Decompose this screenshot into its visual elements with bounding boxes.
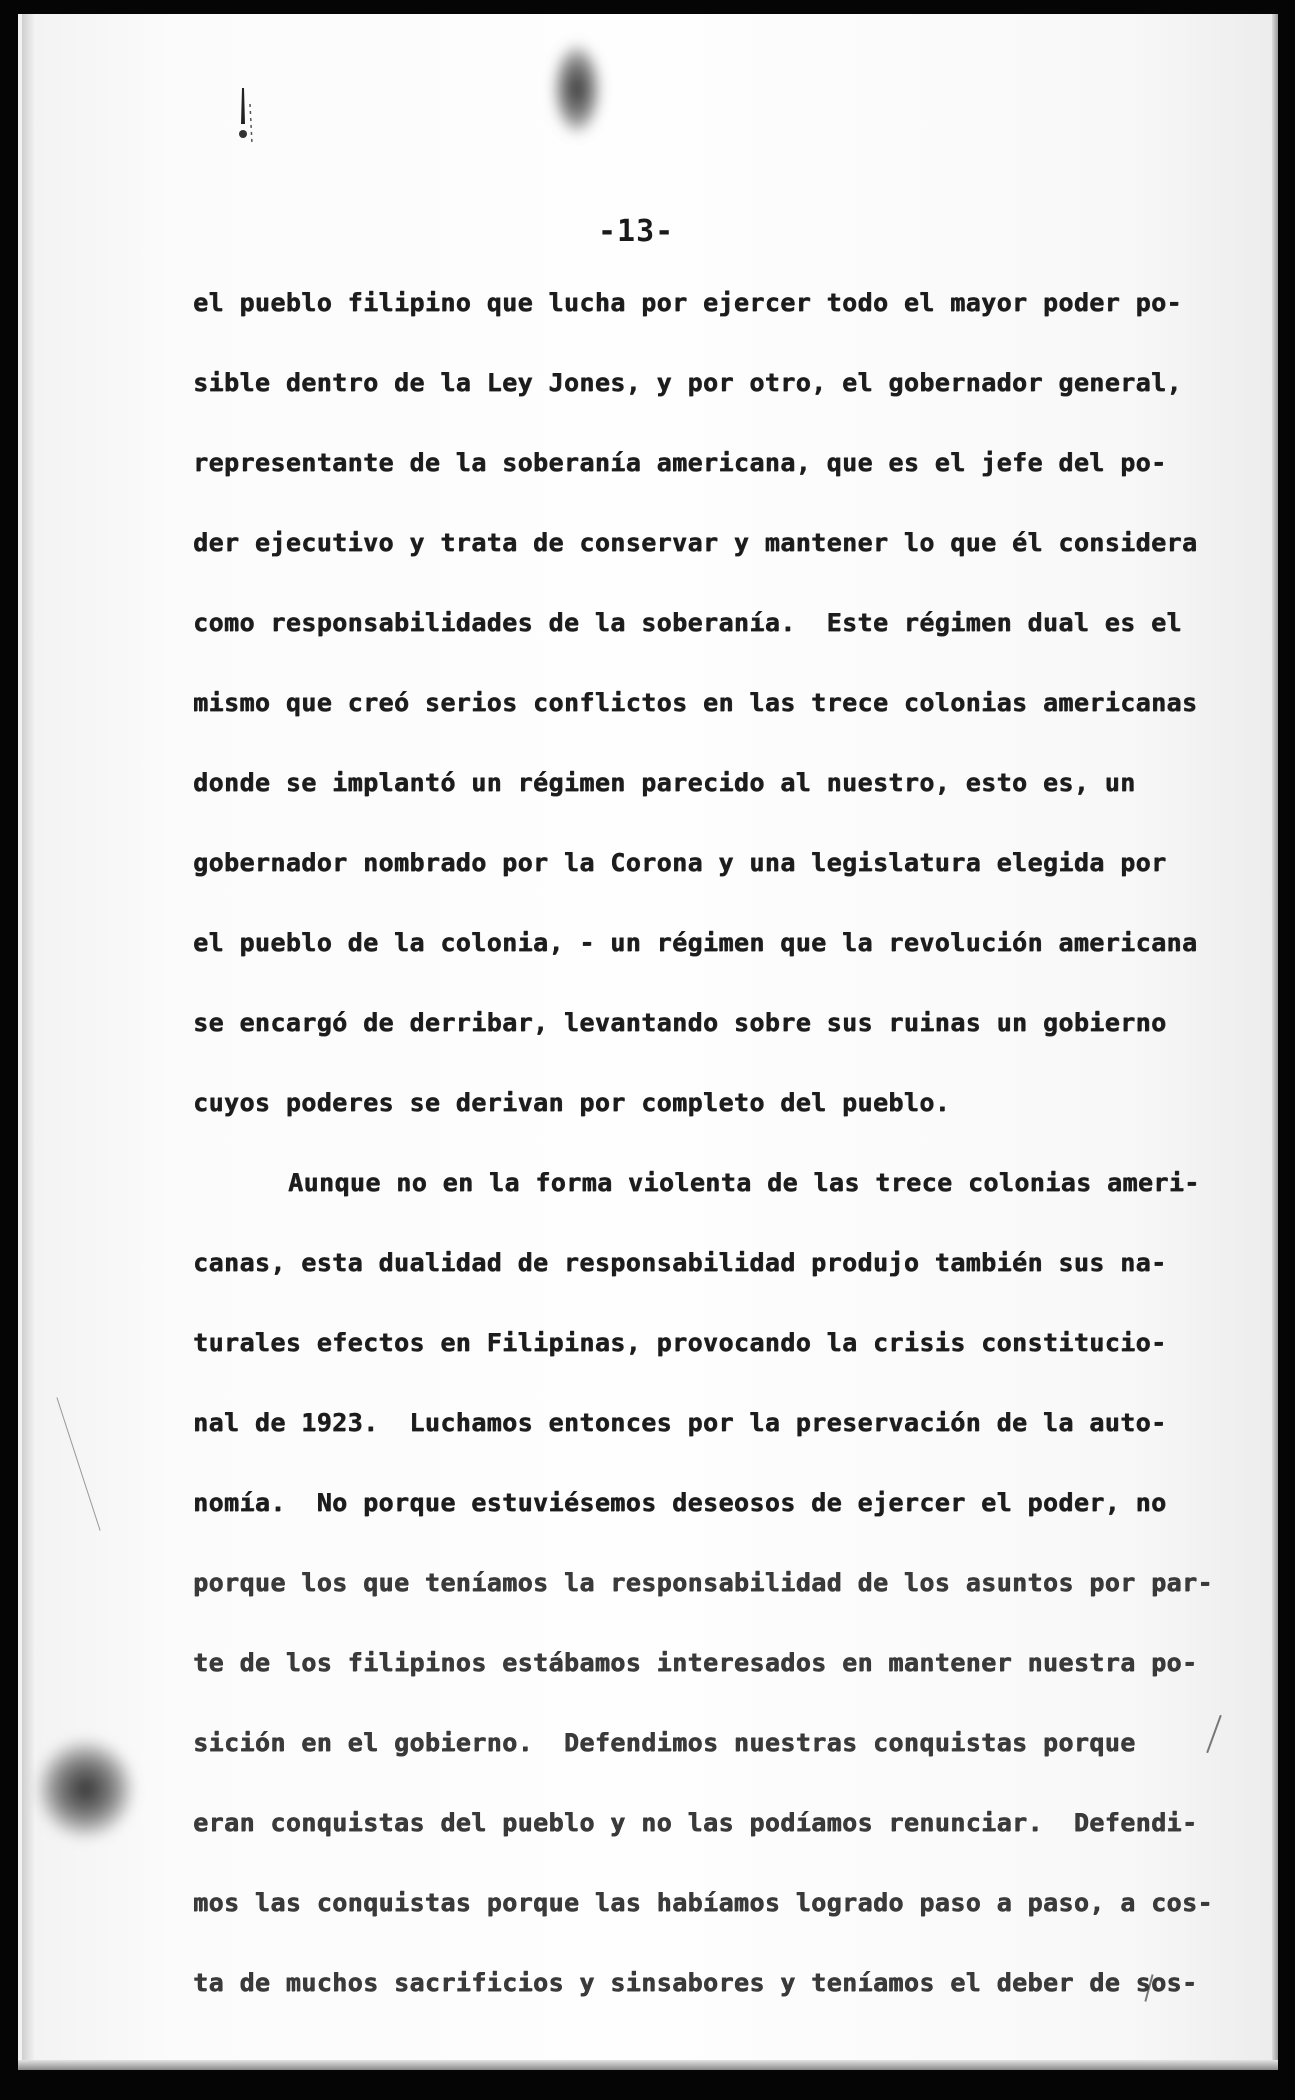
text-line: porque los que teníamos la responsabilidad de los asuntos por par- (193, 1568, 1213, 1597)
page-number: -13- (598, 214, 675, 249)
text-line: nomía. No porque estuviésemos deseosos de ejercer el poder, no (193, 1488, 1167, 1517)
page-bottom-edge (18, 2060, 1278, 2070)
text-line: el pueblo de la colonia, - un régimen que la revolución americana (193, 928, 1198, 957)
text-line: canas, esta dualidad de responsabilidad produjo también sus na- (193, 1248, 1167, 1277)
ink-smudge-left (38, 1739, 133, 1839)
page-left-edge (22, 14, 36, 2070)
text-line: nal de 1923. Luchamos entonces por la preservación de la auto- (193, 1408, 1167, 1437)
text-line: el pueblo filipino que lucha por ejercer todo el mayor poder po- (193, 288, 1182, 317)
scan-speck (56, 1397, 100, 1530)
text-line: como responsabilidades de la soberanía. Este régimen dual es el (193, 608, 1182, 637)
text-line: gobernador nombrado por la Corona y una legislatura elegida por (193, 848, 1167, 877)
page-right-edge (1272, 14, 1278, 2070)
text-line: der ejecutivo y trata de conservar y mantener lo que él considera (193, 528, 1198, 557)
text-line: eran conquistas del pueblo y no las podíamos renunciar. Defendi- (193, 1808, 1198, 1837)
text-line: Aunque no en la forma violenta de las trece colonias ameri- (288, 1168, 1200, 1197)
text-line: mismo que creó serios conflictos en las trece colonias americanas (193, 688, 1198, 717)
ink-smudge-top (553, 44, 601, 134)
text-line: se encargó de derribar, levantando sobre sus ruinas un gobierno (193, 1008, 1167, 1037)
pin-hole-mark (228, 84, 258, 154)
text-line: sición en el gobierno. Defendimos nuestras conquistas porque (193, 1728, 1136, 1757)
typewritten-page (18, 14, 1278, 2070)
text-line: cuyos poderes se derivan por completo del pueblo. (193, 1088, 951, 1117)
text-line: representante de la soberanía americana, que es el jefe del po- (193, 448, 1167, 477)
text-line: donde se implantó un régimen parecido al nuestro, esto es, un (193, 768, 1136, 797)
text-line: sible dentro de la Ley Jones, y por otro, el gobernador general, (193, 368, 1182, 397)
text-line: turales efectos en Filipinas, provocando la crisis constitucio- (193, 1328, 1167, 1357)
document-body (193, 286, 1253, 2046)
text-line: mos las conquistas porque las habíamos logrado paso a paso, a cos- (193, 1888, 1213, 1917)
text-line: te de los filipinos estábamos interesados en mantener nuestra po- (193, 1648, 1198, 1677)
text-line: ta de muchos sacrificios y sinsabores y teníamos el deber de sos- (193, 1968, 1198, 1997)
